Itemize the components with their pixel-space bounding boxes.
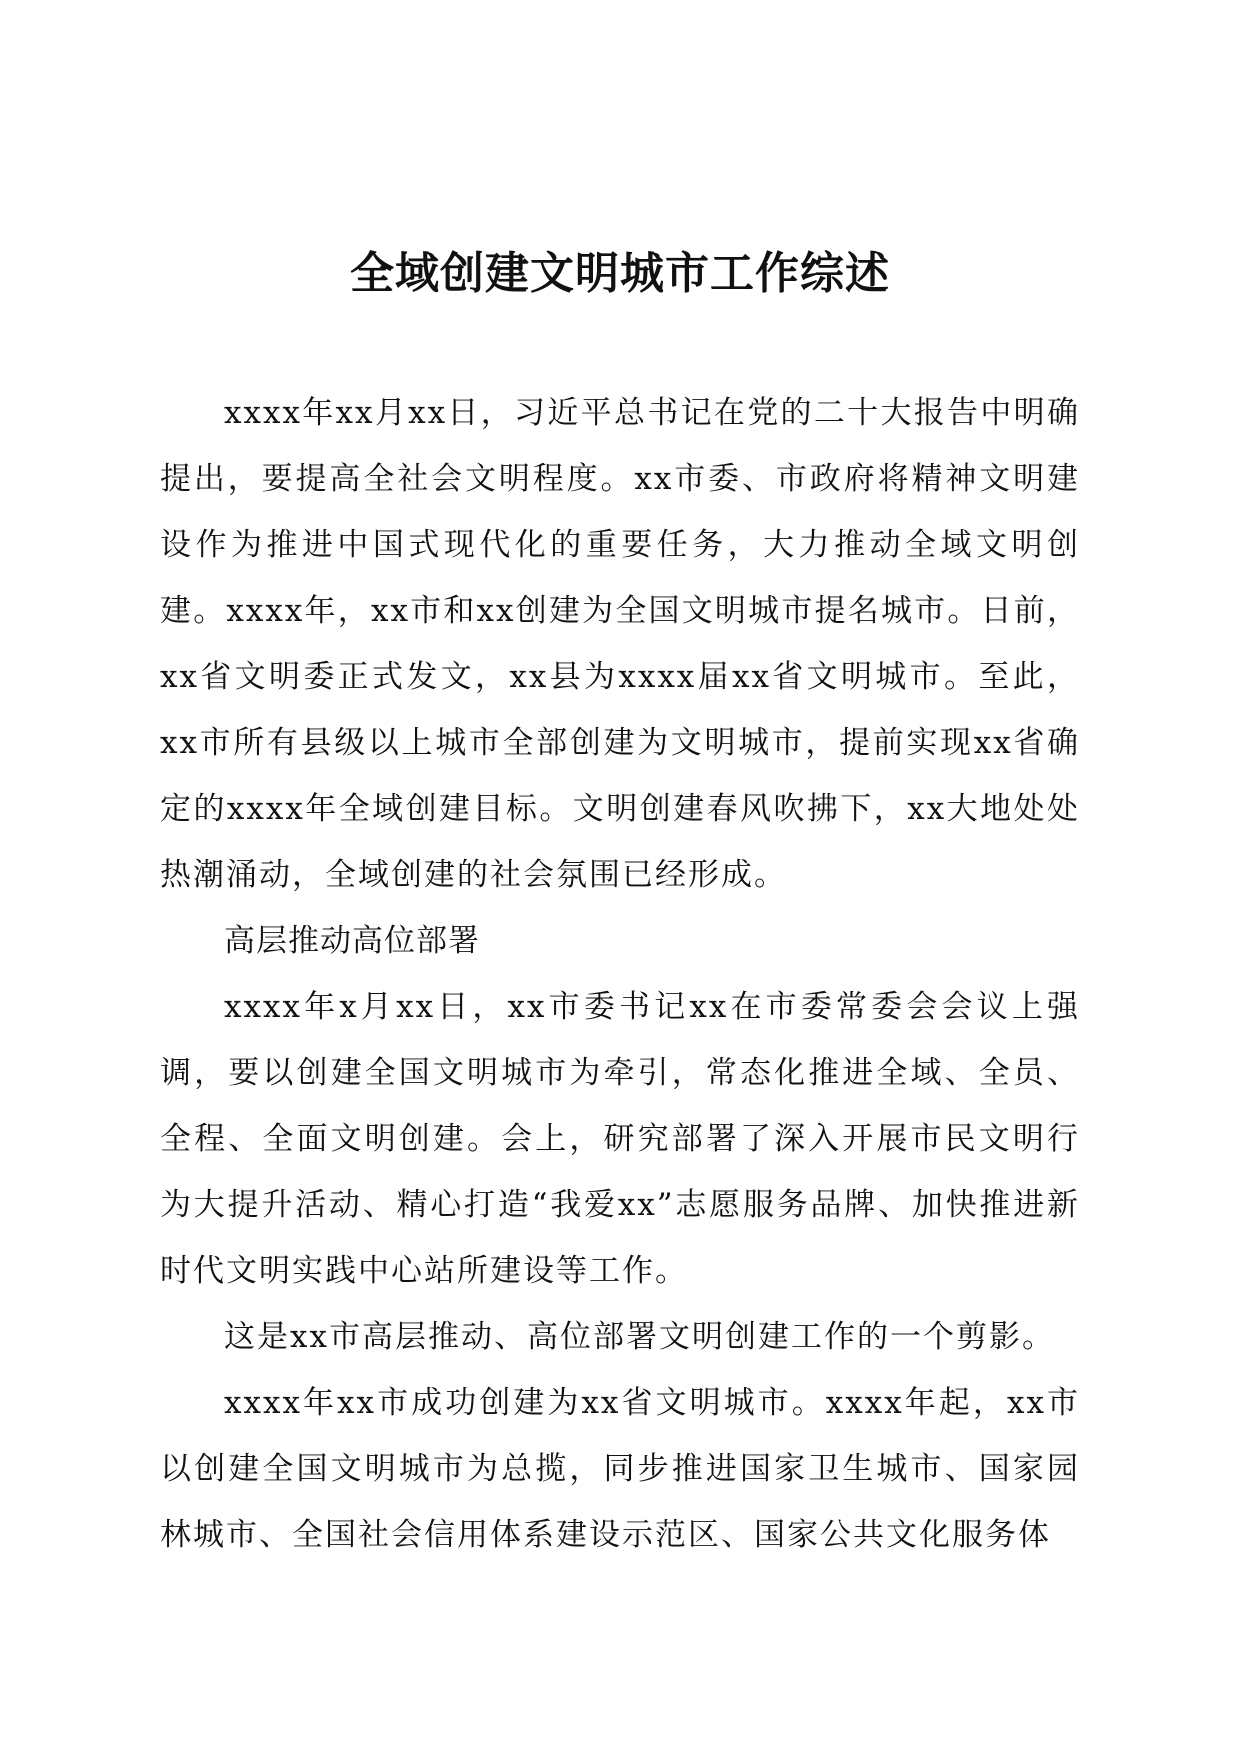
document-body (160, 380, 1080, 1568)
section-heading: 高层推动高位部署 (224, 923, 480, 959)
paragraph-meeting: xxxx年x月xx日，xx市委书记xx在市委常委会会议上强调，要以创建全国文明城市为牵引，常态化推进全域、全员、全程、全面文明创建。会上，研究部署了深入开展市民文明行为大提升活动、精心打造“我爱xx”志愿服务品牌、加快推进新时代文明实践中心站所建设等工作。 (160, 989, 1080, 1289)
paragraph-intro: xxxx年xx月xx日，习近平总书记在党的二十大报告中明确提出，要提高全社会文明程度。xx市委、市政府将精神文明建设作为推进中国式现代化的重要任务，大力推动全域文明创建。xxxx年，xx市和xx创建为全国文明城市提名城市。日前，xx省文明委正式发文，xx县为xxxx届xx省文明城市。至此，xx市所有县级以上城市全部创建为文明城市，提前实现xx省确定的xxxx年全域创建目标。文明创建春风吹拂下，xx大地处处热潮涌动，全域创建的社会氛围已经形成。 (160, 395, 1080, 893)
document-title: 全域创建文明城市工作综述 (350, 248, 890, 299)
paragraph-history: xxxx年xx市成功创建为xx省文明城市。xxxx年起，xx市以创建全国文明城市为总揽，同步推进国家卫生城市、国家园林城市、全国社会信用体系建设示范区、国家公共文化服务体 (160, 1385, 1080, 1553)
paragraph-snapshot: 这是xx市高层推动、高位部署文明创建工作的一个剪影。 (224, 1319, 1055, 1355)
